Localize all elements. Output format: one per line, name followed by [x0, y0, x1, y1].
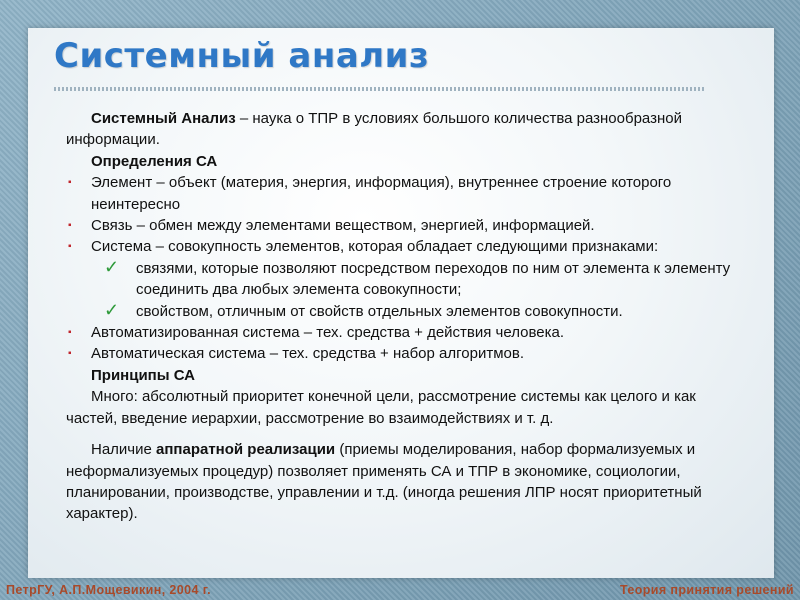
check-text: свойством, отличным от свойств отдельных элементов совокупности.: [136, 302, 623, 320]
bullet-icon: ▪: [68, 220, 72, 232]
principles-paragraph: Много: абсолютный приоритет конечной цели, рассмотрение системы как целого и как частей, введение иерархии, рассмотрение во взаимодействиях и т. д.: [66, 388, 696, 427]
hardware-paragraph: [66, 439, 748, 525]
bullet-icon: ▪: [68, 177, 72, 189]
principles-heading: Принципы СА: [91, 366, 195, 384]
definition-text: Автоматизированная система – тех. средства + действия человека.: [91, 324, 565, 342]
bullet-icon: ▪: [68, 241, 72, 253]
lead-term: Системный Анализ: [91, 110, 236, 127]
bullet-icon: ▪: [68, 327, 72, 339]
slide-body: [66, 108, 748, 525]
definition-item: [66, 236, 748, 257]
hardware-before: Наличие: [91, 441, 157, 459]
hardware-bold: аппаратной реализации: [156, 441, 336, 459]
checkmark-icon: ✓: [104, 256, 120, 277]
hardware-after: (приемы моделирования, набор формализуемых и неформализуемых процедур) позволяет применять СА и ТПР в экономике, социологии, планировании, производстве, управлении и т.д. (иногда решения ЛПР носят приоритетный характер).: [66, 441, 702, 523]
definition-item: [66, 172, 748, 215]
lead-rest: – наука о ТПР в условиях большого количества разнообразной информации.: [66, 110, 682, 149]
definition-text: Элемент – объект (материя, энергия, информация), внутреннее строение которого неинтересно: [91, 174, 672, 213]
footer-author: ПетрГУ, А.П.Мощевикин, 2004 г.: [6, 583, 211, 597]
slide-title: Системный анализ: [54, 36, 430, 76]
check-item: [66, 301, 748, 322]
definition-item: [66, 215, 748, 236]
check-item: [66, 258, 748, 301]
footer-course: Теория принятия решений: [619, 583, 794, 597]
definition-text: Связь – обмен между элементами веществом, энергией, информацией.: [91, 217, 595, 235]
definitions-heading: Определения СА: [91, 152, 218, 170]
definition-text: Система – совокупность элементов, которая обладает следующими признаками:: [91, 238, 659, 256]
definition-item: [66, 322, 748, 343]
check-text: связями, которые позволяют посредством переходов по ним от элемента к элементу соединить два любых элемента совокупности;: [136, 259, 731, 299]
definition-text: Автоматическая система – тех. средства + набор алгоритмов.: [91, 345, 524, 363]
bullet-icon: ▪: [68, 348, 72, 360]
lead-paragraph: [66, 108, 748, 151]
title-divider: [54, 87, 706, 91]
definition-item: [66, 343, 748, 364]
checkmark-icon: ✓: [104, 299, 120, 320]
